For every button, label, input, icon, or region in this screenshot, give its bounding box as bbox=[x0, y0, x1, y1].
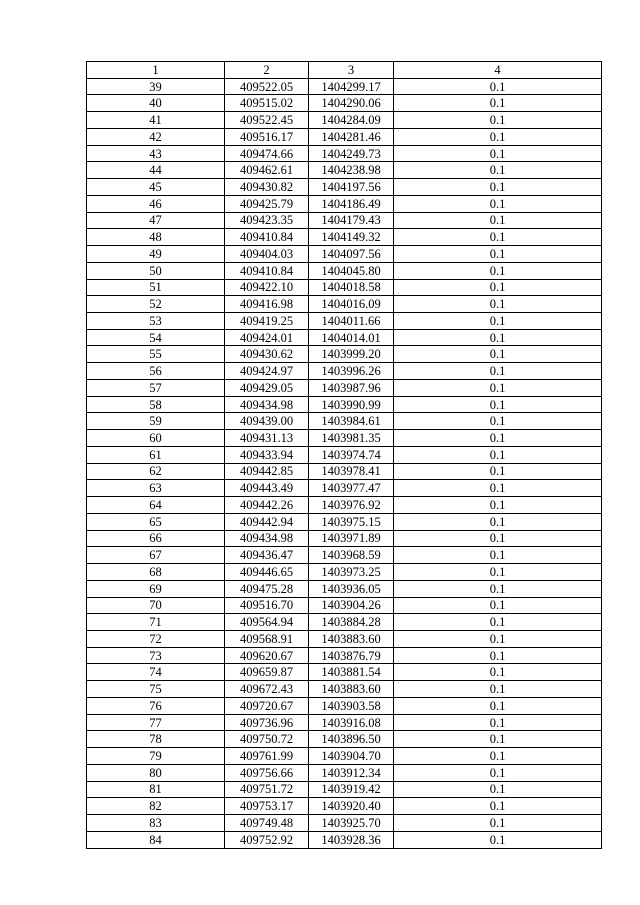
point-number-cell: 70 bbox=[87, 597, 225, 614]
point-number-cell: 74 bbox=[87, 664, 225, 681]
point-number-cell: 45 bbox=[87, 179, 225, 196]
point-number-cell: 72 bbox=[87, 630, 225, 647]
point-number-cell: 63 bbox=[87, 480, 225, 497]
value-cell: 0.1 bbox=[394, 497, 602, 514]
y-coordinate-cell: 1403971.89 bbox=[309, 530, 394, 547]
value-cell: 0.1 bbox=[394, 229, 602, 246]
x-coordinate-cell: 409516.17 bbox=[225, 128, 309, 145]
point-number-cell: 65 bbox=[87, 513, 225, 530]
y-coordinate-cell: 1403976.92 bbox=[309, 497, 394, 514]
value-cell: 0.1 bbox=[394, 530, 602, 547]
x-coordinate-cell: 409419.25 bbox=[225, 313, 309, 330]
y-coordinate-cell: 1404149.32 bbox=[309, 229, 394, 246]
table-row bbox=[87, 229, 602, 246]
value-cell: 0.1 bbox=[394, 195, 602, 212]
x-coordinate-cell: 409756.66 bbox=[225, 764, 309, 781]
table-row bbox=[87, 212, 602, 229]
y-coordinate-cell: 1403974.74 bbox=[309, 446, 394, 463]
y-coordinate-cell: 1403984.61 bbox=[309, 413, 394, 430]
point-number-cell: 59 bbox=[87, 413, 225, 430]
value-cell: 0.1 bbox=[394, 564, 602, 581]
y-coordinate-cell: 1403928.36 bbox=[309, 831, 394, 848]
table-row bbox=[87, 547, 602, 564]
y-coordinate-cell: 1403996.26 bbox=[309, 363, 394, 380]
value-cell: 0.1 bbox=[394, 78, 602, 95]
x-coordinate-cell: 409475.28 bbox=[225, 580, 309, 597]
point-number-cell: 75 bbox=[87, 681, 225, 698]
table-row bbox=[87, 112, 602, 129]
y-coordinate-cell: 1403936.05 bbox=[309, 580, 394, 597]
table-row bbox=[87, 681, 602, 698]
x-coordinate-cell: 409434.98 bbox=[225, 396, 309, 413]
y-coordinate-cell: 1404197.56 bbox=[309, 179, 394, 196]
table-row bbox=[87, 430, 602, 447]
point-number-cell: 39 bbox=[87, 78, 225, 95]
table-row bbox=[87, 463, 602, 480]
point-number-cell: 77 bbox=[87, 714, 225, 731]
point-number-cell: 83 bbox=[87, 815, 225, 832]
x-coordinate-cell: 409462.61 bbox=[225, 162, 309, 179]
point-number-cell: 73 bbox=[87, 647, 225, 664]
value-cell: 0.1 bbox=[394, 128, 602, 145]
x-coordinate-cell: 409424.97 bbox=[225, 363, 309, 380]
x-coordinate-cell: 409416.98 bbox=[225, 296, 309, 313]
point-number-cell: 41 bbox=[87, 112, 225, 129]
value-cell: 0.1 bbox=[394, 798, 602, 815]
table-row bbox=[87, 630, 602, 647]
x-coordinate-cell: 409404.03 bbox=[225, 246, 309, 263]
x-coordinate-cell: 409474.66 bbox=[225, 145, 309, 162]
table-row bbox=[87, 647, 602, 664]
point-number-cell: 76 bbox=[87, 697, 225, 714]
x-coordinate-cell: 409564.94 bbox=[225, 614, 309, 631]
y-coordinate-cell: 1403912.34 bbox=[309, 764, 394, 781]
value-cell: 0.1 bbox=[394, 396, 602, 413]
y-coordinate-cell: 1403990.99 bbox=[309, 396, 394, 413]
value-cell: 0.1 bbox=[394, 748, 602, 765]
point-number-cell: 67 bbox=[87, 547, 225, 564]
value-cell: 0.1 bbox=[394, 513, 602, 530]
value-cell: 0.1 bbox=[394, 681, 602, 698]
y-coordinate-cell: 1403896.50 bbox=[309, 731, 394, 748]
point-number-cell: 61 bbox=[87, 446, 225, 463]
value-cell: 0.1 bbox=[394, 664, 602, 681]
value-cell: 0.1 bbox=[394, 95, 602, 112]
y-coordinate-cell: 1404281.46 bbox=[309, 128, 394, 145]
point-number-cell: 64 bbox=[87, 497, 225, 514]
y-coordinate-cell: 1403883.60 bbox=[309, 630, 394, 647]
y-coordinate-cell: 1404249.73 bbox=[309, 145, 394, 162]
y-coordinate-cell: 1403883.60 bbox=[309, 681, 394, 698]
x-coordinate-cell: 409430.82 bbox=[225, 179, 309, 196]
x-coordinate-cell: 409422.10 bbox=[225, 279, 309, 296]
x-coordinate-cell: 409425.79 bbox=[225, 195, 309, 212]
value-cell: 0.1 bbox=[394, 764, 602, 781]
x-coordinate-cell: 409442.26 bbox=[225, 497, 309, 514]
value-cell: 0.1 bbox=[394, 614, 602, 631]
table-row bbox=[87, 446, 602, 463]
x-coordinate-cell: 409749.48 bbox=[225, 815, 309, 832]
coordinates-table bbox=[86, 61, 602, 849]
value-cell: 0.1 bbox=[394, 547, 602, 564]
x-coordinate-cell: 409446.65 bbox=[225, 564, 309, 581]
value-cell: 0.1 bbox=[394, 313, 602, 330]
table-row bbox=[87, 413, 602, 430]
value-cell: 0.1 bbox=[394, 446, 602, 463]
x-coordinate-cell: 409522.05 bbox=[225, 78, 309, 95]
value-cell: 0.1 bbox=[394, 781, 602, 798]
table-row bbox=[87, 764, 602, 781]
y-coordinate-cell: 1404014.01 bbox=[309, 329, 394, 346]
value-cell: 0.1 bbox=[394, 831, 602, 848]
point-number-cell: 54 bbox=[87, 329, 225, 346]
table-row bbox=[87, 580, 602, 597]
header-row bbox=[87, 62, 602, 79]
table-row bbox=[87, 128, 602, 145]
x-coordinate-cell: 409672.43 bbox=[225, 681, 309, 698]
table-row bbox=[87, 731, 602, 748]
y-coordinate-cell: 1403975.15 bbox=[309, 513, 394, 530]
point-number-cell: 43 bbox=[87, 145, 225, 162]
x-coordinate-cell: 409516.70 bbox=[225, 597, 309, 614]
value-cell: 0.1 bbox=[394, 162, 602, 179]
y-coordinate-cell: 1403925.70 bbox=[309, 815, 394, 832]
table-row bbox=[87, 195, 602, 212]
x-coordinate-cell: 409752.92 bbox=[225, 831, 309, 848]
x-coordinate-cell: 409736.96 bbox=[225, 714, 309, 731]
x-coordinate-cell: 409439.00 bbox=[225, 413, 309, 430]
value-cell: 0.1 bbox=[394, 296, 602, 313]
x-coordinate-cell: 409568.91 bbox=[225, 630, 309, 647]
y-coordinate-cell: 1403920.40 bbox=[309, 798, 394, 815]
table-row bbox=[87, 95, 602, 112]
value-cell: 0.1 bbox=[394, 145, 602, 162]
value-cell: 0.1 bbox=[394, 279, 602, 296]
y-coordinate-cell: 1403977.47 bbox=[309, 480, 394, 497]
x-coordinate-cell: 409720.67 bbox=[225, 697, 309, 714]
value-cell: 0.1 bbox=[394, 630, 602, 647]
point-number-cell: 57 bbox=[87, 379, 225, 396]
y-coordinate-cell: 1404238.98 bbox=[309, 162, 394, 179]
point-number-cell: 50 bbox=[87, 262, 225, 279]
header-cell-4: 4 bbox=[394, 62, 602, 79]
point-number-cell: 52 bbox=[87, 296, 225, 313]
point-number-cell: 60 bbox=[87, 430, 225, 447]
point-number-cell: 53 bbox=[87, 313, 225, 330]
y-coordinate-cell: 1403881.54 bbox=[309, 664, 394, 681]
point-number-cell: 55 bbox=[87, 346, 225, 363]
x-coordinate-cell: 409753.17 bbox=[225, 798, 309, 815]
y-coordinate-cell: 1403973.25 bbox=[309, 564, 394, 581]
y-coordinate-cell: 1403876.79 bbox=[309, 647, 394, 664]
x-coordinate-cell: 409442.85 bbox=[225, 463, 309, 480]
y-coordinate-cell: 1404290.06 bbox=[309, 95, 394, 112]
point-number-cell: 44 bbox=[87, 162, 225, 179]
value-cell: 0.1 bbox=[394, 179, 602, 196]
table-row bbox=[87, 831, 602, 848]
table-row bbox=[87, 379, 602, 396]
x-coordinate-cell: 409522.45 bbox=[225, 112, 309, 129]
value-cell: 0.1 bbox=[394, 212, 602, 229]
point-number-cell: 80 bbox=[87, 764, 225, 781]
value-cell: 0.1 bbox=[394, 413, 602, 430]
value-cell: 0.1 bbox=[394, 731, 602, 748]
point-number-cell: 68 bbox=[87, 564, 225, 581]
header-cell-2: 2 bbox=[225, 62, 309, 79]
value-cell: 0.1 bbox=[394, 697, 602, 714]
value-cell: 0.1 bbox=[394, 112, 602, 129]
point-number-cell: 84 bbox=[87, 831, 225, 848]
table-row bbox=[87, 329, 602, 346]
y-coordinate-cell: 1403916.08 bbox=[309, 714, 394, 731]
table-body bbox=[87, 78, 602, 848]
table-row bbox=[87, 614, 602, 631]
x-coordinate-cell: 409659.87 bbox=[225, 664, 309, 681]
table-row bbox=[87, 279, 602, 296]
x-coordinate-cell: 409434.98 bbox=[225, 530, 309, 547]
table-row bbox=[87, 714, 602, 731]
table-row bbox=[87, 162, 602, 179]
point-number-cell: 79 bbox=[87, 748, 225, 765]
y-coordinate-cell: 1404284.09 bbox=[309, 112, 394, 129]
table-row bbox=[87, 597, 602, 614]
point-number-cell: 71 bbox=[87, 614, 225, 631]
x-coordinate-cell: 409433.94 bbox=[225, 446, 309, 463]
value-cell: 0.1 bbox=[394, 815, 602, 832]
point-number-cell: 40 bbox=[87, 95, 225, 112]
y-coordinate-cell: 1403884.28 bbox=[309, 614, 394, 631]
table-row bbox=[87, 246, 602, 263]
y-coordinate-cell: 1403978.41 bbox=[309, 463, 394, 480]
point-number-cell: 51 bbox=[87, 279, 225, 296]
x-coordinate-cell: 409430.62 bbox=[225, 346, 309, 363]
y-coordinate-cell: 1404018.58 bbox=[309, 279, 394, 296]
y-coordinate-cell: 1403968.59 bbox=[309, 547, 394, 564]
x-coordinate-cell: 409442.94 bbox=[225, 513, 309, 530]
header-cell-1: 1 bbox=[87, 62, 225, 79]
table-row bbox=[87, 798, 602, 815]
table-row bbox=[87, 346, 602, 363]
value-cell: 0.1 bbox=[394, 647, 602, 664]
value-cell: 0.1 bbox=[394, 379, 602, 396]
x-coordinate-cell: 409751.72 bbox=[225, 781, 309, 798]
value-cell: 0.1 bbox=[394, 714, 602, 731]
x-coordinate-cell: 409436.47 bbox=[225, 547, 309, 564]
table-row bbox=[87, 815, 602, 832]
y-coordinate-cell: 1404179.43 bbox=[309, 212, 394, 229]
value-cell: 0.1 bbox=[394, 329, 602, 346]
y-coordinate-cell: 1403903.58 bbox=[309, 697, 394, 714]
value-cell: 0.1 bbox=[394, 363, 602, 380]
point-number-cell: 58 bbox=[87, 396, 225, 413]
y-coordinate-cell: 1404299.17 bbox=[309, 78, 394, 95]
table-row bbox=[87, 179, 602, 196]
y-coordinate-cell: 1403987.96 bbox=[309, 379, 394, 396]
point-number-cell: 49 bbox=[87, 246, 225, 263]
point-number-cell: 66 bbox=[87, 530, 225, 547]
point-number-cell: 42 bbox=[87, 128, 225, 145]
table-row bbox=[87, 781, 602, 798]
y-coordinate-cell: 1404045.80 bbox=[309, 262, 394, 279]
x-coordinate-cell: 409431.13 bbox=[225, 430, 309, 447]
value-cell: 0.1 bbox=[394, 580, 602, 597]
x-coordinate-cell: 409750.72 bbox=[225, 731, 309, 748]
document-page bbox=[86, 61, 601, 849]
table-row bbox=[87, 145, 602, 162]
point-number-cell: 69 bbox=[87, 580, 225, 597]
y-coordinate-cell: 1404011.66 bbox=[309, 313, 394, 330]
x-coordinate-cell: 409410.84 bbox=[225, 229, 309, 246]
value-cell: 0.1 bbox=[394, 346, 602, 363]
table-row bbox=[87, 513, 602, 530]
table-row bbox=[87, 480, 602, 497]
y-coordinate-cell: 1404016.09 bbox=[309, 296, 394, 313]
table-row bbox=[87, 313, 602, 330]
y-coordinate-cell: 1403981.35 bbox=[309, 430, 394, 447]
header-cell-3: 3 bbox=[309, 62, 394, 79]
table-row bbox=[87, 748, 602, 765]
table-row bbox=[87, 497, 602, 514]
table-row bbox=[87, 564, 602, 581]
x-coordinate-cell: 409424.01 bbox=[225, 329, 309, 346]
x-coordinate-cell: 409761.99 bbox=[225, 748, 309, 765]
point-number-cell: 56 bbox=[87, 363, 225, 380]
point-number-cell: 48 bbox=[87, 229, 225, 246]
x-coordinate-cell: 409515.02 bbox=[225, 95, 309, 112]
value-cell: 0.1 bbox=[394, 463, 602, 480]
table-row bbox=[87, 363, 602, 380]
value-cell: 0.1 bbox=[394, 597, 602, 614]
x-coordinate-cell: 409423.35 bbox=[225, 212, 309, 229]
value-cell: 0.1 bbox=[394, 246, 602, 263]
y-coordinate-cell: 1404186.49 bbox=[309, 195, 394, 212]
value-cell: 0.1 bbox=[394, 262, 602, 279]
y-coordinate-cell: 1403904.26 bbox=[309, 597, 394, 614]
point-number-cell: 46 bbox=[87, 195, 225, 212]
point-number-cell: 78 bbox=[87, 731, 225, 748]
table-row bbox=[87, 664, 602, 681]
point-number-cell: 62 bbox=[87, 463, 225, 480]
x-coordinate-cell: 409443.49 bbox=[225, 480, 309, 497]
y-coordinate-cell: 1404097.56 bbox=[309, 246, 394, 263]
point-number-cell: 81 bbox=[87, 781, 225, 798]
table-row bbox=[87, 530, 602, 547]
point-number-cell: 82 bbox=[87, 798, 225, 815]
y-coordinate-cell: 1403999.20 bbox=[309, 346, 394, 363]
table-row bbox=[87, 697, 602, 714]
x-coordinate-cell: 409620.67 bbox=[225, 647, 309, 664]
y-coordinate-cell: 1403904.70 bbox=[309, 748, 394, 765]
table-header bbox=[87, 62, 602, 79]
x-coordinate-cell: 409410.84 bbox=[225, 262, 309, 279]
table-row bbox=[87, 396, 602, 413]
value-cell: 0.1 bbox=[394, 430, 602, 447]
y-coordinate-cell: 1403919.42 bbox=[309, 781, 394, 798]
value-cell: 0.1 bbox=[394, 480, 602, 497]
x-coordinate-cell: 409429.05 bbox=[225, 379, 309, 396]
table-row bbox=[87, 296, 602, 313]
point-number-cell: 47 bbox=[87, 212, 225, 229]
table-row bbox=[87, 78, 602, 95]
table-row bbox=[87, 262, 602, 279]
